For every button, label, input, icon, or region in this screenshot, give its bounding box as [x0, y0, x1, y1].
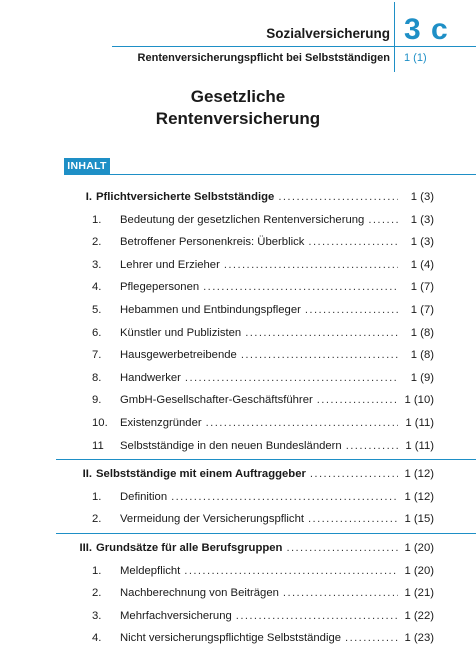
toc-page-ref: 1 (9) [410, 371, 434, 384]
dot-leader [308, 231, 398, 254]
toc-item[interactable] [64, 582, 434, 605]
toc-item[interactable] [64, 486, 434, 509]
dot-leader [308, 508, 398, 531]
toc-page-ref: 1 (23) [404, 632, 434, 645]
dot-leader [278, 186, 398, 209]
toc-item[interactable] [64, 605, 434, 628]
toc-item-number: 1. [92, 564, 102, 577]
toc-item-label: Pflegepersonen [120, 281, 200, 294]
toc-section-number: I. [85, 191, 92, 203]
toc-item[interactable] [64, 254, 434, 277]
toc-item-label: Künstler und Publizisten [120, 326, 242, 339]
toc-item-number: 1. [92, 490, 102, 503]
toc-item[interactable] [64, 435, 434, 458]
toc-item[interactable] [64, 627, 434, 650]
header-section-title: Sozialversicherung [266, 26, 390, 41]
toc-item[interactable] [64, 508, 434, 531]
toc-item-number: 11 [92, 439, 104, 452]
toc-item-number: 7. [92, 349, 102, 362]
toc-item[interactable] [64, 560, 434, 583]
toc-item[interactable] [64, 367, 434, 390]
toc-page-ref: 1 (22) [404, 609, 434, 622]
section-code: 3 c [404, 13, 449, 46]
toc-item-number: 3. [92, 258, 102, 271]
toc-item[interactable] [64, 412, 434, 435]
toc-item-number: 2. [92, 513, 102, 526]
toc-page-ref: 1 (8) [410, 349, 434, 362]
toc-page-ref: 1 (12) [404, 468, 434, 481]
toc-item[interactable] [64, 344, 434, 367]
toc-section[interactable] [64, 463, 434, 486]
dot-leader [185, 367, 398, 390]
toc-item[interactable] [64, 209, 434, 232]
toc-page-ref: 1 (3) [410, 191, 434, 203]
toc-page-ref: 1 (20) [404, 564, 434, 577]
toc-page-ref: 1 (20) [404, 541, 434, 554]
toc-item-label: Existenzgründer [120, 416, 202, 429]
dot-leader [184, 560, 398, 583]
header-page-ref: 1 (1) [404, 52, 427, 64]
toc-page-ref: 1 (7) [410, 281, 434, 294]
toc-item-label: Lehrer und Erzieher [120, 258, 220, 271]
dot-leader [345, 627, 398, 650]
toc-page-ref: 1 (4) [410, 258, 434, 271]
dot-leader [317, 389, 398, 412]
toc-item-number: 9. [92, 394, 102, 407]
toc-page-ref: 1 (21) [404, 587, 434, 600]
page-title-line2: Rentenversicherung [155, 109, 321, 128]
toc-page-ref: 1 (7) [410, 303, 434, 316]
toc-item-number: 3. [92, 609, 102, 622]
page-title-line1: Gesetzliche [190, 87, 286, 106]
header-subtitle: Rentenversicherungspflicht bei Selbstständigen [137, 52, 390, 64]
toc-item-number: 2. [92, 236, 102, 249]
toc-item-label: Mehrfachversicherung [120, 609, 232, 622]
header-rule [112, 46, 476, 47]
toc-item[interactable] [64, 231, 434, 254]
dot-leader [245, 322, 398, 345]
inhalt-label: INHALT [64, 158, 110, 175]
dot-leader [368, 209, 398, 232]
toc-page-ref: 1 (3) [410, 236, 434, 249]
toc-section-number: II. [82, 468, 92, 481]
toc-item-label: Selbstständige in den neuen Bundesländern [120, 439, 342, 452]
toc-item-number: 2. [92, 587, 102, 600]
dot-leader [305, 299, 398, 322]
toc-page-ref: 1 (11) [405, 416, 434, 429]
header-vertical-rule [394, 2, 395, 72]
dot-leader [283, 582, 398, 605]
toc-page-ref: 1 (3) [410, 213, 434, 226]
toc-page-ref: 1 (12) [404, 490, 434, 503]
toc-item-number: 4. [92, 281, 102, 294]
toc-item-label: Bedeutung der gesetzlichen Rentenversicherung [120, 213, 365, 226]
toc-item-label: Vermeidung der Versicherungspflicht [120, 513, 304, 526]
toc-item-number: 5. [92, 303, 102, 316]
dot-leader [203, 276, 398, 299]
toc-section-label: Pflichtversicherte Selbstständige [96, 191, 275, 203]
toc-item-number: 1. [92, 213, 102, 226]
toc-item-label: Nicht versicherungspflichtige Selbstständige [120, 632, 342, 645]
toc-item-number: 8. [92, 371, 102, 384]
toc-item-number: 6. [92, 326, 102, 339]
toc-section[interactable] [64, 537, 434, 560]
toc-page-ref: 1 (10) [404, 394, 434, 407]
toc-item-label: Definition [120, 490, 168, 503]
toc-section-label: Selbstständige mit einem Auftraggeber [96, 468, 306, 481]
toc-page-ref: 1 (15) [404, 513, 434, 526]
page-title [0, 86, 476, 130]
dot-leader [346, 435, 398, 458]
section-divider [56, 459, 476, 460]
toc-item-number: 10. [92, 416, 108, 429]
toc-item-label: GmbH-Gesellschafter-Geschäftsführer [120, 394, 313, 407]
section-divider [56, 533, 476, 534]
toc-section-label: Grundsätze für alle Berufsgruppen [96, 541, 283, 554]
toc-item-number: 4. [92, 632, 102, 645]
toc-item-label: Nachberechnung von Beiträgen [120, 587, 279, 600]
toc-item-label: Handwerker [120, 371, 181, 384]
dot-leader [224, 254, 398, 277]
toc-item-label: Hebammen und Entbindungspfleger [120, 303, 301, 316]
toc-item[interactable] [64, 276, 434, 299]
dot-leader [241, 344, 398, 367]
dot-leader [310, 463, 398, 486]
toc-section[interactable] [64, 186, 434, 209]
dot-leader [286, 537, 398, 560]
toc-item-label: Meldepflicht [120, 564, 181, 577]
toc-item-label: Hausgewerbetreibende [120, 349, 237, 362]
toc-item[interactable] [64, 299, 434, 322]
toc-item[interactable] [64, 389, 434, 412]
dot-leader [236, 605, 398, 628]
dot-leader [171, 486, 398, 509]
toc-page-ref: 1 (11) [405, 439, 434, 452]
toc-item[interactable] [64, 322, 434, 345]
toc-page-ref: 1 (8) [410, 326, 434, 339]
toc-section-number: III. [79, 541, 92, 554]
table-of-contents [64, 186, 434, 650]
dot-leader [206, 412, 398, 435]
inhalt-rule [64, 174, 476, 175]
toc-item-label: Betroffener Personenkreis: Überblick [120, 236, 305, 249]
